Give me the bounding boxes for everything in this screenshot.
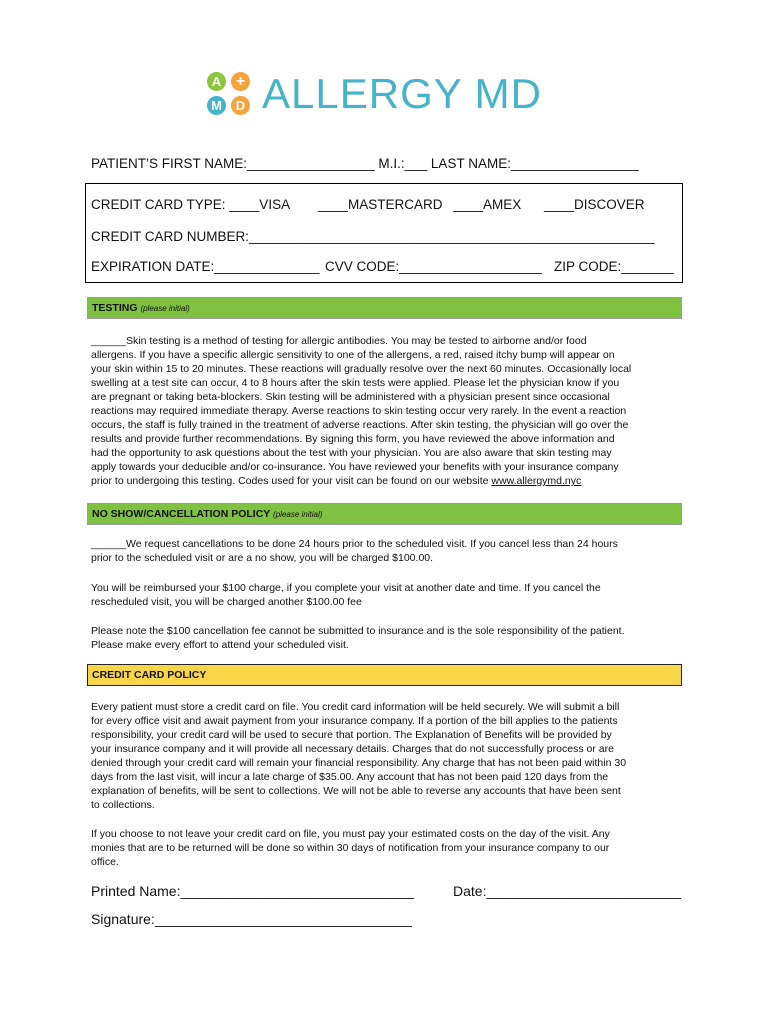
testing-line: had the opportunity to ask questions about the test with your physician. You are also aware that skin testing may (91, 447, 612, 459)
noshow-line: Please make every effort to attend your scheduled visit. (91, 639, 349, 651)
testing-line: your skin within 15 to 20 minutes. These reactions will gradually resolve over the next 60 minutes. Occasionally local (91, 363, 632, 375)
policy-line: denied through your credit card will remain your financial responsibility. Any charge that has not been paid within 30 (91, 757, 627, 769)
testing-line: swelling at a test site can occur, 4 to 8 hours after the skin tests were applied. Please let the physician know if you (91, 377, 620, 389)
noshow-line[interactable]: ______We request cancellations to be done 24 hours prior to the scheduled visit. If you cancel less than 24 hours (91, 538, 618, 550)
date-field[interactable]: Date:_________________________ (453, 883, 682, 899)
testing-initial-note: (please initial) (140, 304, 190, 313)
testing-line: apply towards your deducible and/or co-insurance. You have reviewed your benefits with your insurance company (91, 461, 619, 473)
noshow-initial-note: (please initial) (273, 510, 323, 519)
logo-circle-m: M (207, 96, 226, 115)
policy-line: your insurance company and it will provide all necessary details. Charges that do not successfully process or are (91, 743, 614, 755)
card-type-discover[interactable]: ____DISCOVER (544, 197, 645, 212)
card-type-mastercard[interactable]: ____MASTERCARD (318, 197, 443, 212)
zip-code-field[interactable]: ZIP CODE:_______ (554, 259, 674, 274)
testing-line: reactions may required immediate therapy. Averse reactions to skin testing occur very rarely. In the event a reaction (91, 405, 627, 417)
credit-card-policy-bar (87, 664, 682, 686)
testing-last-line-text: prior to undergoing this testing. Codes used for your visit can be found on our website (91, 475, 492, 487)
noshow-section-bar (87, 503, 682, 525)
website-link[interactable]: www.allergymd.nyc (491, 475, 582, 487)
policy-line: Every patient must store a credit card on file. You credit card information will be held securely. We will submit a bill (91, 701, 620, 713)
noshow-line: You will be reimbursed your $100 charge, if you complete your visit at another date and time. If you cancel the (91, 582, 601, 594)
testing-line: results and provide further recommendations. By signing this form, you have reviewed the above information and (91, 433, 615, 445)
card-number-field[interactable]: CREDIT CARD NUMBER:______________________________________________________ (91, 229, 655, 244)
policy-line: responsibility, your credit card will be used to secure that portion. The Explanation of Benefits will be provided by (91, 729, 612, 741)
noshow-paragraph-3 (91, 624, 681, 652)
credit-card-policy-paragraph-2 (91, 827, 681, 869)
card-type-visa[interactable]: CREDIT CARD TYPE: ____VISA (91, 197, 291, 212)
logo-circle-plus: + (231, 72, 250, 91)
signature-field[interactable]: Signature:_________________________________ (91, 911, 412, 927)
noshow-line: prior to the scheduled visit or are a no show, you will be charged $100.00. (91, 552, 434, 564)
patient-name-line[interactable]: PATIENT’S FIRST NAME:_________________ M.I.:___ LAST NAME:_________________ (91, 156, 639, 171)
expiration-date-field[interactable]: EXPIRATION DATE:______________ (91, 259, 320, 274)
cvv-code-field[interactable]: CVV CODE:___________________ (325, 259, 542, 274)
policy-line: for every office visit and await payment from your insurance company. If a portion of the bill applies to the patients (91, 715, 618, 727)
card-type-amex[interactable]: ____AMEX (453, 197, 522, 212)
testing-line[interactable]: ______Skin testing is a method of testing for allergic antibodies. You may be tested to airborne and/or food (91, 335, 587, 347)
testing-heading: TESTING (92, 302, 138, 314)
logo-circle-d: D (231, 96, 250, 115)
noshow-heading: NO SHOW/CANCELLATION POLICY (92, 508, 271, 520)
policy-line: to collections. (91, 799, 155, 811)
noshow-line: rescheduled visit, you will be charged another $100.00 fee (91, 596, 362, 608)
testing-section-bar (87, 297, 682, 319)
policy-line: explanation of benefits, will be sent to collections. We will not be able to reverse any accounts that have been sent (91, 785, 621, 797)
testing-line: are pregnant or taking beta-blockers. Skin testing will be administered with a physician present since occasional (91, 391, 610, 403)
noshow-paragraph-1 (91, 537, 681, 565)
noshow-line: Please note the $100 cancellation fee cannot be submitted to insurance and is the sole responsibility of the patient. (91, 625, 625, 637)
policy-line: office. (91, 856, 119, 868)
policy-line: monies that are to be returned will be done so within 30 days of notification from your insurance company to our (91, 842, 610, 854)
noshow-paragraph-2 (91, 581, 681, 609)
credit-card-policy-heading: CREDIT CARD POLICY (92, 669, 207, 681)
testing-line: occurs, the staff is fully trained in the treatment of adverse reactions. After skin testing, the physician will go over the (91, 419, 629, 431)
printed-name-field[interactable]: Printed Name:______________________________ (91, 883, 415, 899)
logo-circle-a: A (207, 72, 226, 91)
logo-brand-text: ALLERGY MD (262, 70, 542, 117)
policy-line: days from the last visit, will incur a late charge of $35.00. Any account that has not been paid 120 days from the (91, 771, 609, 783)
testing-line (91, 474, 681, 488)
testing-paragraph (91, 334, 681, 488)
testing-line: allergens. If you have a specific allergic sensitivity to one of the allergens, a red, raised itchy bump will appear on (91, 349, 615, 361)
allergy-md-logo (207, 72, 567, 120)
policy-line: If you choose to not leave your credit card on file, you must pay your estimated costs on the day of the visit. Any (91, 828, 610, 840)
credit-card-policy-paragraph-1 (91, 700, 681, 812)
